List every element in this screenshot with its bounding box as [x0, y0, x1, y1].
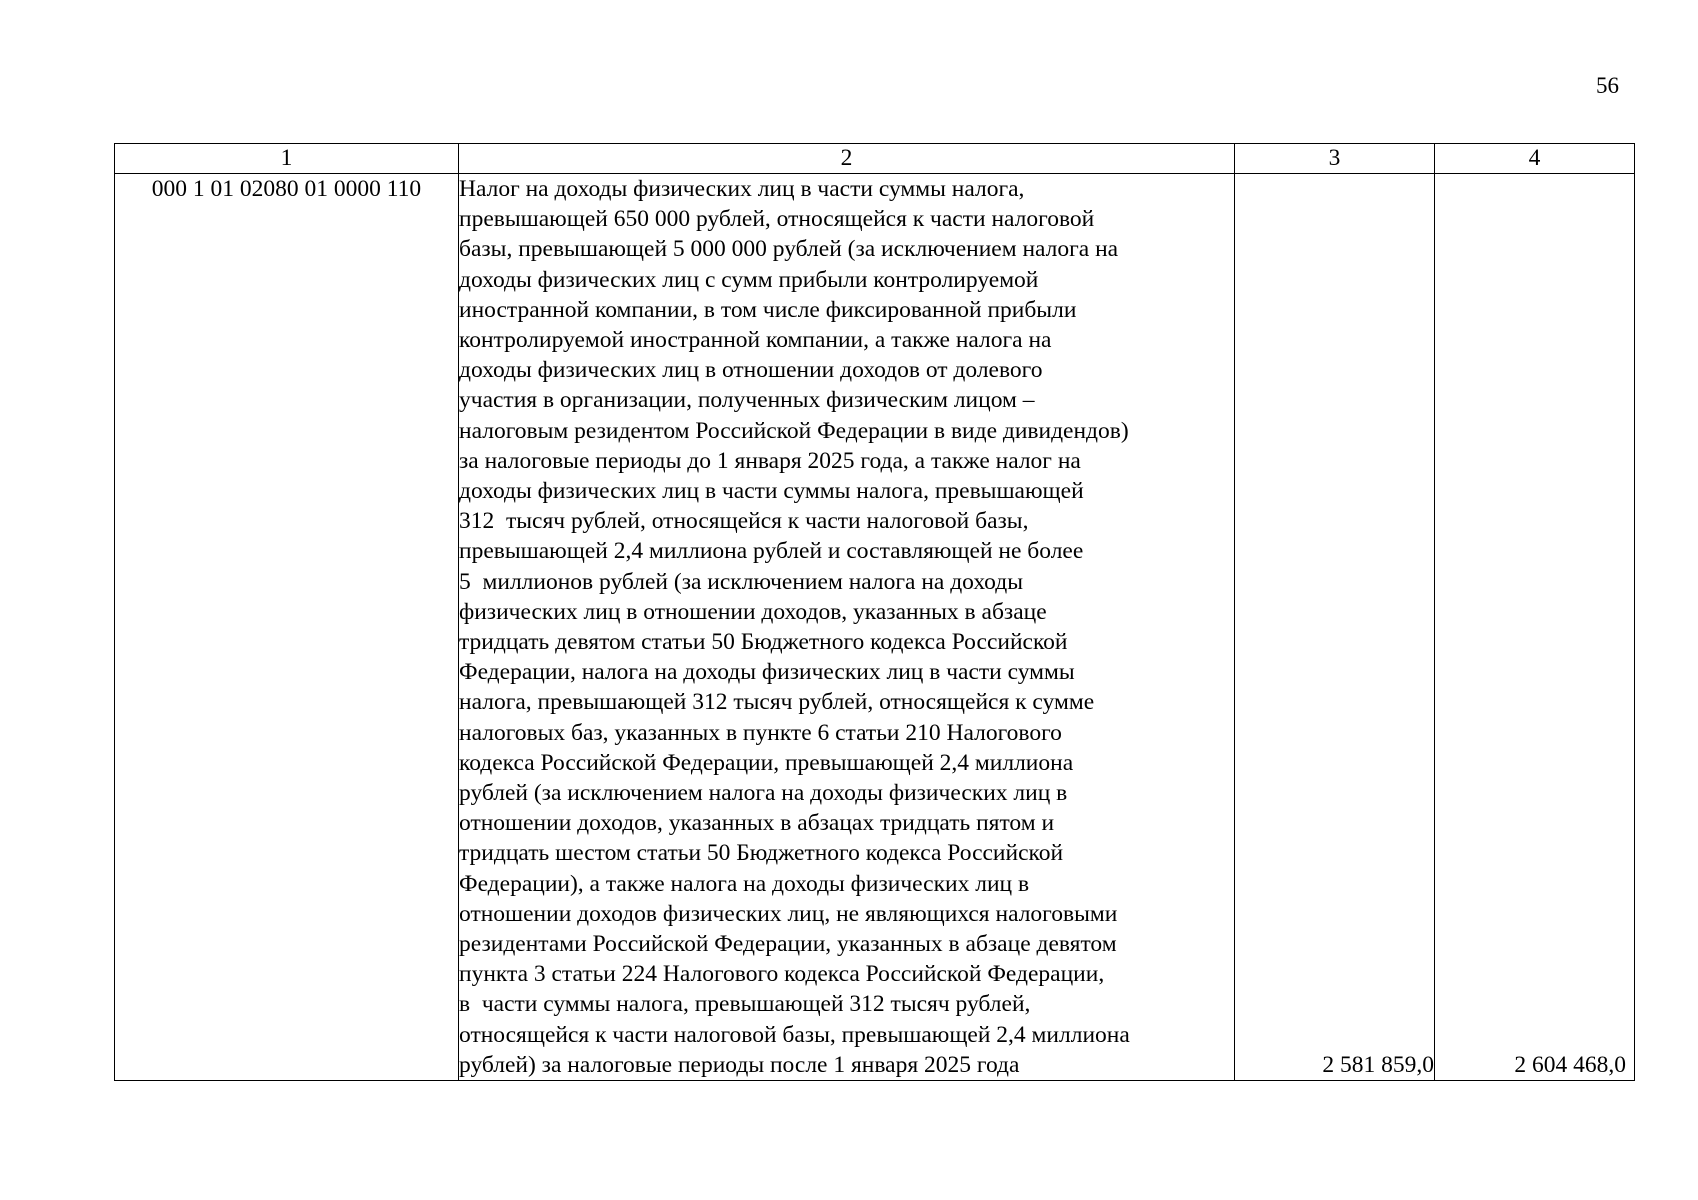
- column-header-3: 3: [1235, 144, 1435, 174]
- income-name-line: в части суммы налога, превышающей 312 тысяч рублей,: [459, 991, 1031, 1018]
- income-name-line: 5 миллионов рублей (за исключением налога на доходы: [459, 568, 1023, 595]
- table-header-row: [115, 144, 1635, 174]
- income-name-line: тридцать шестом статьи 50 Бюджетного кодекса Российской: [459, 840, 1064, 867]
- income-name-line: базы, превышающей 5 000 000 рублей (за исключением налога на: [459, 236, 1119, 263]
- page-number: 56: [1596, 73, 1619, 98]
- income-name-line: доходы физических лиц с сумм прибыли контролируемой: [459, 266, 1039, 293]
- table-row: [115, 174, 1635, 1081]
- income-name-line: рублей) за налоговые периоды после 1 января 2025 года: [459, 1051, 1020, 1078]
- income-name-line: рублей (за исключением налога на доходы физических лиц в: [459, 780, 1068, 807]
- income-name-line: отношении доходов, указанных в абзацах тридцать пятом и: [459, 810, 1055, 837]
- income-name-line: кодекса Российской Федерации, превышающей 2,4 миллиона: [459, 749, 1074, 776]
- amount-column-3: 2 581 859,0: [1235, 174, 1435, 1081]
- income-name-line: контролируемой иностранной компании, а также налога на: [459, 327, 1052, 354]
- income-name-line: превышающей 650 000 рублей, относящейся к части налоговой: [459, 206, 1095, 233]
- income-name-line: налоговых баз, указанных в пункте 6 статьи 210 Налогового: [459, 719, 1062, 746]
- income-name-line: Федерации), а также налога на доходы физических лиц в: [459, 870, 1030, 897]
- income-name-line: превышающей 2,4 миллиона рублей и составляющей не более: [459, 538, 1084, 565]
- income-name-line: Налог на доходы физических лиц в части суммы налога,: [459, 176, 1025, 202]
- income-name-line: 312 тысяч рублей, относящейся к части налоговой базы,: [459, 508, 1029, 535]
- income-name-line: резидентами Российской Федерации, указанных в абзаце девятом: [459, 931, 1117, 958]
- income-name-line: отношении доходов физических лиц, не являющихся налоговыми: [459, 900, 1118, 927]
- classification-code: 000 1 01 02080 01 0000 110: [115, 174, 459, 1081]
- income-name-line: доходы физических лиц в отношении доходов от долевого: [459, 357, 1043, 384]
- amount-column-4: 2 604 468,0: [1435, 174, 1635, 1081]
- income-name-line: за налоговые периоды до 1 января 2025 года, а также налог на: [459, 447, 1081, 474]
- income-name-line: физических лиц в отношении доходов, указанных в абзаце: [459, 598, 1047, 625]
- income-name-line: налоговым резидентом Российской Федерации в виде дивидендов): [459, 417, 1129, 444]
- income-name-line: пункта 3 статьи 224 Налогового кодекса Российской Федерации,: [459, 961, 1105, 988]
- budget-table: [114, 143, 1635, 1081]
- column-header-2: 2: [459, 144, 1235, 174]
- income-name-line: Федерации, налога на доходы физических лиц в части суммы: [459, 659, 1075, 686]
- column-header-1: 1: [115, 144, 459, 174]
- income-name-line: иностранной компании, в том числе фиксированной прибыли: [459, 296, 1077, 323]
- income-name-line: тридцать девятом статьи 50 Бюджетного кодекса Российской: [459, 629, 1068, 656]
- income-name-line: доходы физических лиц в части суммы налога, превышающей: [459, 478, 1084, 505]
- column-header-4: 4: [1435, 144, 1635, 174]
- income-name-line: участия в организации, полученных физическим лицом –: [459, 387, 1035, 414]
- income-name-line: относящейся к части налоговой базы, превышающей 2,4 миллиона: [459, 1021, 1130, 1048]
- income-name: [459, 174, 1235, 1081]
- income-name-line: налога, превышающей 312 тысяч рублей, относящейся к сумме: [459, 689, 1095, 716]
